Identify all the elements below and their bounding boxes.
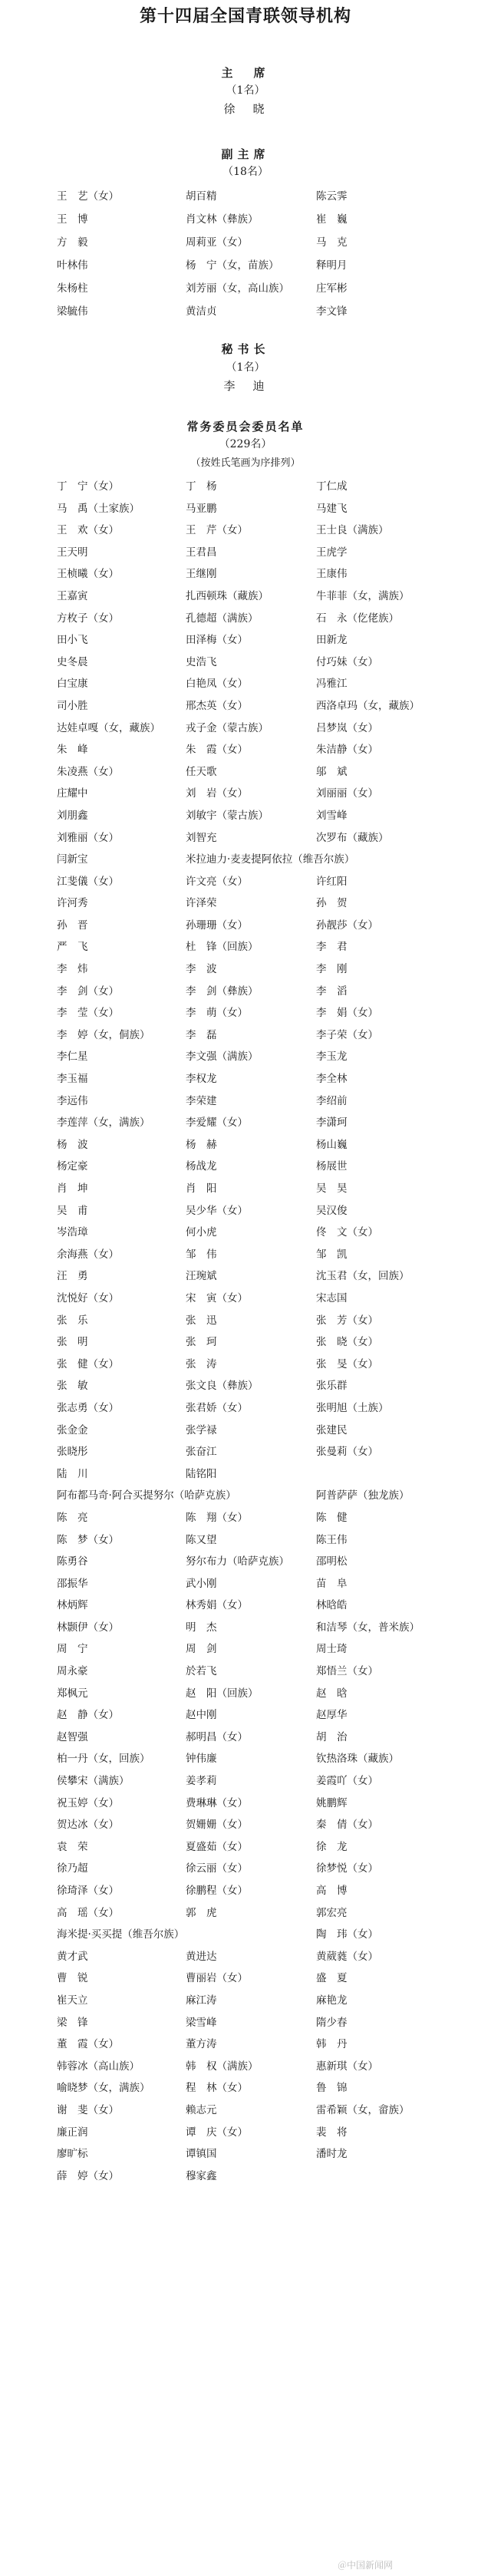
member-name: 石 永（仡佬族）: [316, 612, 399, 625]
member-name: 刘雪峰: [316, 809, 348, 822]
member-name: 程 林（女）: [186, 2082, 248, 2095]
member-name: 吴 昊: [316, 1182, 348, 1195]
member-name: 李文强（满族）: [186, 1051, 259, 1064]
member-name: 陈又望: [186, 1533, 217, 1546]
member-name: 朱 霞（女）: [186, 744, 248, 757]
member-name: 明 杰: [186, 1621, 217, 1634]
member-name: 王君昌: [186, 546, 217, 559]
member-name: 李仁星: [57, 1051, 88, 1064]
member-name: 孙靓莎（女）: [316, 919, 378, 932]
member-name: 米拉迪力·麦麦提阿依拉（维吾尔族）: [186, 853, 355, 866]
member-name: 刘雅丽（女）: [57, 831, 119, 844]
member-name: 朱凌燕（女）: [57, 765, 119, 778]
member-name: 李绍前: [316, 1094, 348, 1107]
member-name: 李权龙: [186, 1073, 217, 1086]
member-name: 马 克: [316, 236, 348, 249]
member-name: 沈悦好（女）: [57, 1291, 119, 1304]
member-name: 张金金: [57, 1423, 88, 1436]
member-name: 李 波: [186, 963, 217, 976]
member-name: 麻江涛: [186, 1994, 217, 2007]
member-name: 阿普萨萨（独龙族）: [316, 1489, 410, 1502]
secretary-general-name: 李 迪: [223, 379, 268, 393]
member-name: 孙 晋: [57, 919, 88, 932]
chair-count: （1名）: [226, 84, 265, 97]
member-name: 李潇珂: [316, 1116, 348, 1130]
member-name: 陆铭阳: [186, 1467, 217, 1480]
member-name: 钦热洛珠（藏族）: [316, 1753, 399, 1766]
member-name: 陈云霁: [316, 190, 348, 203]
member-name: 薛 婷（女）: [57, 2169, 119, 2182]
member-name: [186, 1488, 316, 1510]
member-name: 张明旭（土族）: [316, 1401, 389, 1414]
member-name: 高 瑶（女）: [57, 1906, 119, 1919]
chair-heading: 主 席: [221, 66, 270, 80]
member-name: 董方涛: [186, 2038, 217, 2051]
member-name: 张文良（彝族）: [186, 1380, 259, 1393]
member-name: 刘智充: [186, 831, 217, 844]
vice-chairs-count: （18名）: [222, 166, 269, 178]
member-name: 庄军彬: [316, 282, 348, 295]
member-name: 李荣建: [186, 1094, 217, 1107]
member-name: 赵 静（女）: [57, 1709, 119, 1722]
watermark-text: ＠中国新闻网: [337, 2560, 393, 2571]
member-name: 郑枫元: [57, 1687, 88, 1700]
member-name: 李爱耀（女）: [186, 1116, 248, 1130]
member-name: 吴汉俊: [316, 1204, 348, 1217]
member-name: 徐乃超: [57, 1862, 88, 1875]
member-name: 周永豪: [57, 1665, 88, 1678]
member-name: 杨定豪: [57, 1160, 88, 1173]
member-name: 闫新宝: [57, 853, 88, 866]
member-name: 吴少华（女）: [186, 1204, 248, 1217]
member-name: 穆家鑫: [186, 2169, 217, 2182]
member-name: 司小胜: [57, 699, 88, 712]
member-name: 邹 伟: [186, 1248, 217, 1261]
member-name: 隋少春: [316, 2016, 348, 2029]
member-name: 崔天立: [57, 1994, 88, 2007]
member-name: 白艳凤（女）: [186, 678, 248, 691]
member-name: 费琳琳（女）: [186, 1796, 248, 1809]
member-name: 朱杨柱: [57, 282, 88, 295]
member-name: 李 剑（女）: [57, 985, 119, 998]
member-name: 何小虎: [186, 1226, 217, 1239]
member-name: 周士琦: [316, 1643, 348, 1656]
member-name: 杨 宁（女，苗族）: [186, 259, 279, 272]
member-name: 杨山巍: [316, 1138, 348, 1151]
member-name: 鲁 锦: [316, 2082, 348, 2095]
member-name: 李玉龙: [316, 1051, 348, 1064]
member-name: 陈王伟: [316, 1533, 348, 1546]
member-name: [316, 2169, 447, 2191]
member-name: 邢杰英（女）: [186, 699, 248, 712]
member-name: 刘丽丽（女）: [316, 787, 378, 800]
member-name: 徐 龙: [316, 1840, 348, 1853]
member-name: 王天明: [57, 546, 88, 559]
member-name: 李全林: [316, 1073, 348, 1086]
member-name: 徐鹏程（女）: [186, 1885, 248, 1897]
member-name: 扎西顿珠（藏族）: [186, 589, 269, 602]
secretary-general-heading: 秘书长: [221, 342, 270, 356]
member-name: 林晗皓: [316, 1599, 348, 1612]
member-name: 丁 杨: [186, 480, 217, 493]
member-name: 王桢曦（女）: [57, 568, 119, 581]
page-title: 第十四届全国青联领导机构: [139, 6, 351, 26]
member-name: 徐云丽（女）: [186, 1862, 248, 1875]
member-name: 许文亮（女）: [186, 875, 248, 888]
member-name: 李 刚: [316, 963, 348, 976]
standing-committee-heading: 常务委员会委员名单: [186, 420, 305, 434]
member-name: 田泽梅（女）: [186, 634, 248, 647]
member-name: 王康伟: [316, 568, 348, 581]
member-name: 李莲萍（女，满族）: [57, 1116, 150, 1130]
member-name: 任天歌: [186, 765, 217, 778]
member-name: 杨 波: [57, 1138, 88, 1151]
member-name: 汪 勇: [57, 1270, 88, 1283]
member-name: 麻艳龙: [316, 1994, 348, 2007]
member-name: 李 娟（女）: [316, 1007, 378, 1020]
member-name: 王嘉寅: [57, 589, 88, 602]
member-name: 徐琦泽（女）: [57, 1885, 119, 1897]
member-name: 胡百精: [186, 190, 217, 203]
member-name: 和洁琴（女，普米族）: [316, 1621, 420, 1634]
vice-chairs-list: [0, 189, 491, 327]
member-name: 张曼莉（女）: [316, 1446, 378, 1459]
member-name: 杨战龙: [186, 1160, 217, 1173]
member-name: 释明月: [316, 259, 348, 272]
member-name: 王 博: [57, 213, 88, 226]
member-name: 王 艺（女）: [57, 190, 119, 203]
member-name: 陶 玮（女）: [316, 1928, 378, 1941]
member-name: 李 滔: [316, 985, 348, 998]
member-name: 武小刚: [186, 1577, 217, 1590]
member-name: 钟伟廉: [186, 1753, 217, 1766]
member-name: 赵厚华: [316, 1709, 348, 1722]
member-name: 雷希颖（女，畲族）: [316, 2103, 410, 2116]
member-name: 张 敏: [57, 1380, 88, 1393]
member-name: 郭宏亮: [316, 1906, 348, 1919]
member-name: 陈勇谷: [57, 1555, 88, 1568]
member-name: 江斐儀（女）: [57, 875, 119, 888]
member-name: 董 霞（女）: [57, 2038, 119, 2051]
member-name: 张 迅: [186, 1314, 217, 1327]
standing-committee-list: [0, 479, 491, 2190]
member-name: 王士良（满族）: [316, 524, 389, 537]
member-name: 赵智强: [57, 1730, 88, 1743]
member-name: 付巧妹（女）: [316, 655, 378, 668]
member-name: 张 乐: [57, 1314, 88, 1327]
member-name: 肖 坤: [57, 1182, 88, 1195]
member-name: 邬 斌: [316, 765, 348, 778]
member-name: 廉正润: [57, 2126, 88, 2139]
member-name: 邹 凯: [316, 1248, 348, 1261]
member-name: 李玉福: [57, 1073, 88, 1086]
member-name: 许红阳: [316, 875, 348, 888]
chair-name: 徐 晓: [223, 102, 268, 116]
member-name: 陈 亮: [57, 1511, 88, 1524]
member-name: 曹 锐: [57, 1972, 88, 1985]
member-name: 张 涛: [186, 1357, 217, 1370]
member-name: 余海燕（女）: [57, 1248, 119, 1261]
member-name: 史冬晨: [57, 655, 88, 668]
member-name: 赵 阳（回族）: [186, 1687, 259, 1700]
member-name: 王 欢（女）: [57, 524, 119, 537]
member-name: 张 晓（女）: [316, 1336, 378, 1349]
member-name: 贺姗姗（女）: [186, 1819, 248, 1832]
member-name: 朱洁静（女）: [316, 744, 378, 757]
member-name: 周 剑: [186, 1643, 217, 1656]
member-name: 丁 宁（女）: [57, 480, 119, 493]
member-name: 郝明昌（女）: [186, 1730, 248, 1743]
member-name: 许河秀: [57, 897, 88, 910]
member-name: 苗 阜: [316, 1577, 348, 1590]
member-name: 徐梦悦（女）: [316, 1862, 378, 1875]
member-name: 白宝康: [57, 678, 88, 691]
member-name: 黄洁贞: [186, 305, 217, 318]
member-name: 庄耀中: [57, 787, 88, 800]
member-name: 喻晓梦（女，满族）: [57, 2082, 150, 2095]
member-name: 史浩飞: [186, 655, 217, 668]
member-name: 廖旷标: [57, 2148, 88, 2161]
member-name: 李 君: [316, 941, 348, 954]
member-name: 杜 锋（回族）: [186, 941, 259, 954]
member-name: 肖文林（彝族）: [186, 213, 259, 226]
member-name: 刘敏宇（蒙古族）: [186, 809, 269, 822]
member-name: 达娃卓嘎（女，藏族）: [57, 721, 160, 734]
member-name: 周 宁: [57, 1643, 88, 1656]
member-name: 张乐群: [316, 1380, 348, 1393]
member-name: 裴 将: [316, 2126, 348, 2139]
member-name: 林颢伊（女）: [57, 1621, 119, 1634]
member-name: 杨 赫: [186, 1138, 217, 1151]
member-name: 汪琬斌: [186, 1270, 217, 1283]
member-name: 黄才武: [57, 1950, 88, 1963]
member-name: 周莉亚（女）: [186, 236, 248, 249]
member-name: 黄进达: [186, 1950, 217, 1963]
member-name: 林炳辉: [57, 1599, 88, 1612]
member-name: 佟 文（女）: [316, 1226, 378, 1239]
member-name: 田小飞: [57, 634, 88, 647]
member-name: 张奋江: [186, 1446, 217, 1459]
standing-committee-count: （229名）: [219, 438, 272, 450]
member-name: [316, 852, 447, 874]
member-name: 郑悟兰（女）: [316, 1665, 378, 1678]
member-name: 方枚子（女）: [57, 612, 119, 625]
member-name: 韩蓉冰（高山族）: [57, 2060, 140, 2073]
member-name: 海米提·买买提（维吾尔族）: [57, 1928, 185, 1941]
member-name: 陈 梦（女）: [57, 1533, 119, 1546]
member-name: 祝玉婷（女）: [57, 1796, 119, 1809]
member-name: 丁仁成: [316, 480, 348, 493]
member-name: 张君娇（女）: [186, 1401, 248, 1414]
member-name: 牛菲菲（女，满族）: [316, 589, 410, 602]
member-name: 惠新琪（女）: [316, 2060, 378, 2073]
member-name: 梁毓伟: [57, 305, 88, 318]
member-name: 谭镇国: [186, 2148, 217, 2161]
member-name: 侯攀宋（满族）: [57, 1775, 130, 1788]
secretary-general-count: （1名）: [226, 361, 265, 374]
vice-chairs-heading: 副主席: [221, 147, 270, 161]
member-name: 朱 峰: [57, 744, 88, 757]
member-name: 努尔布力（哈萨克族）: [186, 1555, 289, 1568]
member-name: 杨展世: [316, 1160, 348, 1173]
member-name: 李 磊: [186, 1028, 217, 1041]
member-name: 沈玉君（女，回族）: [316, 1270, 410, 1283]
member-name: 谭 庆（女）: [186, 2126, 248, 2139]
member-name: 方 毅: [57, 236, 88, 249]
member-name: 谢 斐（女）: [57, 2103, 119, 2116]
member-name: 孔德超（满族）: [186, 612, 259, 625]
member-name: 戎子金（蒙古族）: [186, 721, 269, 734]
member-name: [316, 1466, 447, 1489]
member-name: 林秀娟（女）: [186, 1599, 248, 1612]
member-name: 吕梦岚（女）: [316, 721, 378, 734]
member-name: 赖志元: [186, 2103, 217, 2116]
member-name: 张晓彤: [57, 1446, 88, 1459]
member-name: 张 健（女）: [57, 1357, 119, 1370]
member-name: 严 飞: [57, 941, 88, 954]
member-name: 柏一丹（女，回族）: [57, 1753, 150, 1766]
member-name: 李 炜: [57, 963, 88, 976]
member-name: 梁 锋: [57, 2016, 88, 2029]
member-name: 韩 丹: [316, 2038, 348, 2051]
member-name: 西洛卓玛（女，藏族）: [316, 699, 420, 712]
member-name: 宋 寅（女）: [186, 1291, 248, 1304]
member-name: 次罗布（藏族）: [316, 831, 389, 844]
member-name: 高 博: [316, 1885, 348, 1897]
member-name: 潘时龙: [316, 2148, 348, 2161]
member-name: 刘朋鑫: [57, 809, 88, 822]
member-name: 张 珂: [186, 1336, 217, 1349]
member-name: 马亚鹏: [186, 502, 217, 515]
member-name: 孙 贺: [316, 897, 348, 910]
member-name: 姚鹏辉: [316, 1796, 348, 1809]
member-name: 秦 倩（女）: [316, 1819, 378, 1832]
member-name: 姜霞吖（女）: [316, 1775, 378, 1788]
standing-committee-note: （按姓氏笔画为序排列）: [190, 457, 301, 469]
member-name: 梁雪峰: [186, 2016, 217, 2029]
member-name: 王 芹（女）: [186, 524, 248, 537]
member-name: 张志勇（女）: [57, 1401, 119, 1414]
member-name: 张 明: [57, 1336, 88, 1349]
member-name: 张学禄: [186, 1423, 217, 1436]
member-name: 刘 岩（女）: [186, 787, 248, 800]
member-name: 於若飞: [186, 1665, 217, 1678]
member-name: 李远伟: [57, 1094, 88, 1107]
member-name: 李文锋: [316, 305, 348, 318]
member-name: 孙珊珊（女）: [186, 919, 248, 932]
member-name: 李 剑（彝族）: [186, 985, 259, 998]
member-name: 王继刚: [186, 568, 217, 581]
member-name: 赵 晗: [316, 1687, 348, 1700]
member-name: 袁 荣: [57, 1840, 88, 1853]
member-name: 胡 治: [316, 1730, 348, 1743]
member-name: 冯雅江: [316, 678, 348, 691]
member-name: 马 禹（土家族）: [57, 502, 140, 515]
member-name: 黄葳蕤（女）: [316, 1950, 378, 1963]
member-name: 陆 川: [57, 1467, 88, 1480]
member-name: 陈 健: [316, 1511, 348, 1524]
member-name: 韩 权（满族）: [186, 2060, 259, 2073]
member-name: 岑浩璋: [57, 1226, 88, 1239]
member-name: 李子荣（女）: [316, 1028, 378, 1041]
member-name: 马建飞: [316, 502, 348, 515]
member-name: 邵振华: [57, 1577, 88, 1590]
member-name: 李 萌（女）: [186, 1007, 248, 1020]
member-name: 盛 夏: [316, 1972, 348, 1985]
member-name: 张 芳（女）: [316, 1314, 378, 1327]
member-name: 吴 甫: [57, 1204, 88, 1217]
member-name: 王虎学: [316, 546, 348, 559]
member-name: [186, 1927, 316, 1949]
member-name: 夏盛茹（女）: [186, 1840, 248, 1853]
member-name: 阿布都马奇·阿合买提努尔（哈萨克族）: [57, 1489, 236, 1502]
member-name: 郭 虎: [186, 1906, 217, 1919]
member-name: 刘芳丽（女，高山族）: [186, 282, 289, 295]
member-name: 张 旻（女）: [316, 1357, 378, 1370]
member-name: 田新龙: [316, 634, 348, 647]
member-name: 赵中刚: [186, 1709, 217, 1722]
member-name: 宋志国: [316, 1291, 348, 1304]
member-name: 贺达冰（女）: [57, 1819, 119, 1832]
member-name: 许泽荣: [186, 897, 217, 910]
member-name: 李 婷（女，侗族）: [57, 1028, 150, 1041]
member-name: 邵明松: [316, 1555, 348, 1568]
member-name: 陈 翔（女）: [186, 1511, 248, 1524]
member-name: 李 莹（女）: [57, 1007, 119, 1020]
member-name: 张建民: [316, 1423, 348, 1436]
member-name: 姜孝莉: [186, 1775, 217, 1788]
member-name: 肖 阳: [186, 1182, 217, 1195]
member-name: 崔 巍: [316, 213, 348, 226]
member-name: 曹丽岩（女）: [186, 1972, 248, 1985]
member-name: 叶林伟: [57, 259, 88, 272]
